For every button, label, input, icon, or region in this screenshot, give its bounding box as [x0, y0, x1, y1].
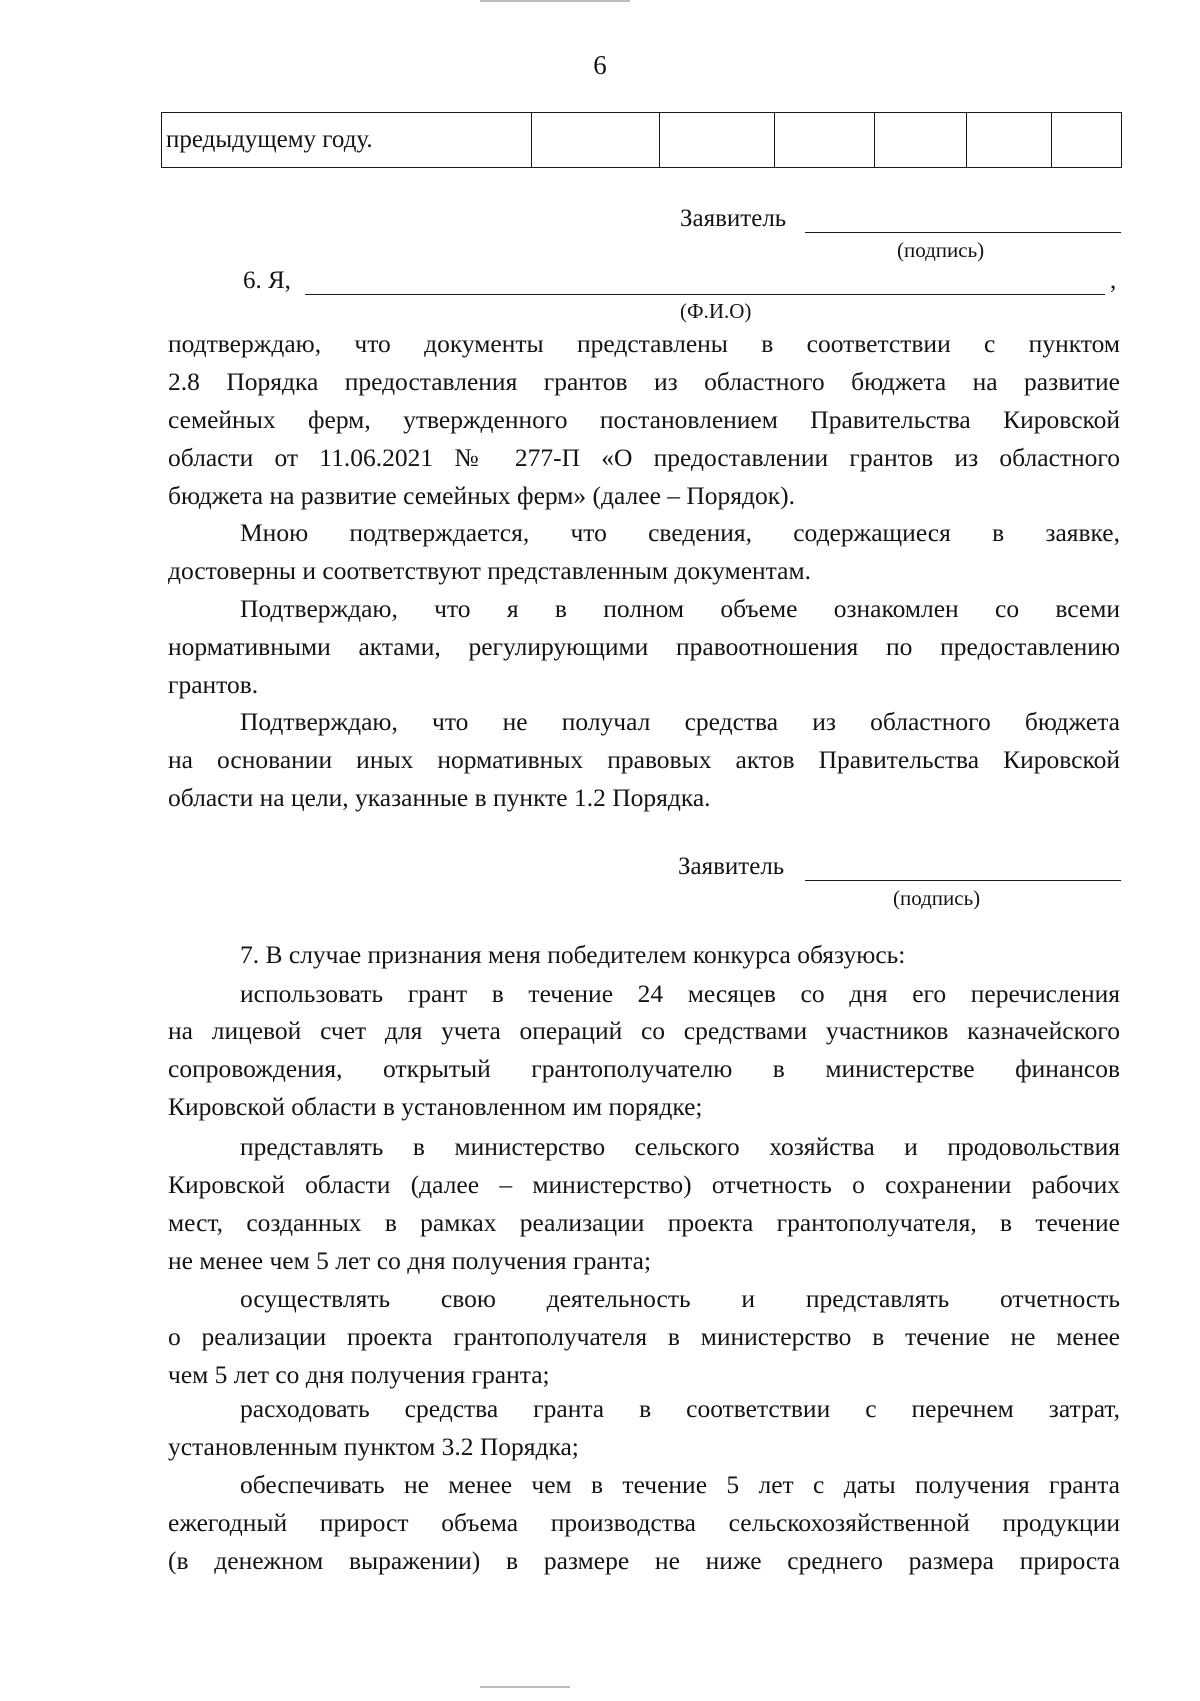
- text-line: достоверны и соответствуют представленным документам.: [168, 556, 811, 585]
- text-line: области от 11.06.2021 № 277-П «О предоставлении грантов из областного: [168, 443, 1120, 472]
- table-cell-empty: [1052, 113, 1122, 168]
- signature-hint: (подпись): [897, 238, 985, 262]
- text-line: 2.8 Порядка предоставления грантов из областного бюджета на развитие: [168, 367, 1120, 396]
- text-line: ежегодный прирост объема производства сельскохозяйственной продукции: [168, 1508, 1120, 1537]
- full-name-line[interactable]: [305, 294, 1105, 295]
- text-line: представлять в министерство сельского хозяйства и продовольствия: [240, 1132, 1120, 1161]
- text-line: Подтверждаю, что я в полном объеме ознакомлен со всеми: [240, 594, 1120, 623]
- full-name-hint: (Ф.И.О): [680, 299, 752, 323]
- table-cell-empty: [967, 113, 1052, 168]
- item7-heading: 7. В случае признания меня победителем конкурса обязуюсь:: [240, 940, 906, 969]
- text-line: расходовать средства гранта в соответствии с перечнем затрат,: [240, 1394, 1120, 1423]
- text-line: Мною подтверждается, что сведения, содержащиеся в заявке,: [240, 518, 1120, 547]
- text-line: не менее чем 5 лет со дня получения гранта;: [168, 1246, 652, 1275]
- item6-prefix: 6. Я,: [243, 267, 291, 294]
- table-row: [162, 113, 1122, 168]
- signature-hint: (подпись): [893, 886, 981, 910]
- item6-suffix: ,: [1110, 267, 1117, 294]
- text-line: грантов.: [168, 670, 259, 699]
- scan-artifact-bottom: [480, 1686, 570, 1688]
- page-number: 6: [593, 50, 607, 80]
- text-line: подтверждаю, что документы представлены в соответствии с пунктом: [168, 329, 1120, 358]
- text-line: обеспечивать не менее чем в течение 5 лет с даты получения гранта: [240, 1470, 1120, 1499]
- text-line: мест, созданных в рамках реализации проекта грантополучателя, в течение: [168, 1208, 1120, 1237]
- text-line: Кировской области в установленном им порядке;: [168, 1092, 703, 1121]
- table-cell: предыдущему году.: [162, 113, 532, 168]
- text-line: осуществлять свою деятельность и представлять отчетность: [240, 1284, 1120, 1313]
- text-line: чем 5 лет со дня получения гранта;: [168, 1360, 550, 1389]
- table-cell-empty: [875, 113, 967, 168]
- text-line: бюджета на развитие семейных ферм» (далее – Порядок).: [168, 481, 796, 510]
- table-cell-empty: [660, 113, 775, 168]
- table-cell-empty: [775, 113, 875, 168]
- table-cell-empty: [532, 113, 660, 168]
- text-line: на лицевой счет для учета операций со средствами участников казначейского: [168, 1016, 1120, 1045]
- signature-line[interactable]: [805, 880, 1121, 881]
- text-line: сопровождения, открытый грантополучателю в министерстве финансов: [168, 1054, 1120, 1083]
- applicant-label: Заявитель: [678, 853, 785, 880]
- text-line: Кировской области (далее – министерство) отчетность о сохранении рабочих: [168, 1170, 1120, 1199]
- continued-table: [161, 112, 1122, 168]
- text-line: Подтверждаю, что не получал средства из областного бюджета: [240, 707, 1120, 736]
- text-line: установленным пунктом 3.2 Порядка;: [168, 1432, 579, 1461]
- scan-artifact-top: [480, 0, 630, 2]
- text-line: (в денежном выражении) в размере не ниже среднего размера прироста: [168, 1546, 1120, 1575]
- text-line: нормативными актами, регулирующими правоотношения по предоставлению: [168, 632, 1120, 661]
- text-line: использовать грант в течение 24 месяцев со дня его перечисления: [240, 979, 1120, 1008]
- signature-line[interactable]: [805, 232, 1121, 233]
- text-line: семейных ферм, утвержденного постановлением Правительства Кировской: [168, 405, 1120, 434]
- text-line: на основании иных нормативных правовых актов Правительства Кировской: [168, 745, 1120, 774]
- applicant-label: Заявитель: [680, 205, 787, 232]
- text-line: о реализации проекта грантополучателя в министерство в течение не менее: [168, 1322, 1120, 1351]
- text-line: области на цели, указанные в пункте 1.2 Порядка.: [168, 783, 711, 812]
